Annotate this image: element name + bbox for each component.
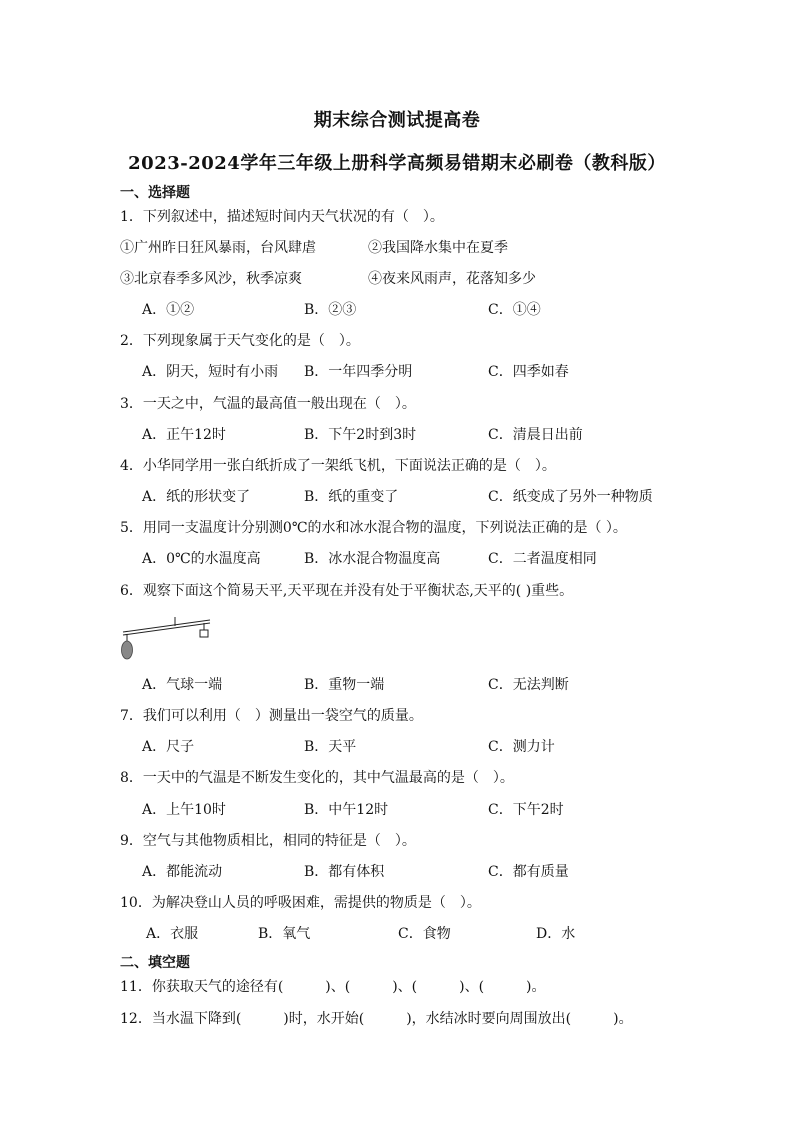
question-1-option-b[interactable]: B．②③	[304, 302, 357, 318]
question-2-option-c[interactable]: C．四季如春	[488, 364, 569, 380]
question-5-option-b[interactable]: B．冰水混合物温度高	[304, 551, 441, 567]
question-8-stem: 8．一天中的气温是不断发生变化的，其中气温最高的是（ ）。	[120, 770, 514, 786]
question-6-option-c[interactable]: C．无法判断	[488, 677, 569, 693]
question-3-option-b[interactable]: B．下午2时到3时	[304, 427, 417, 443]
question-1-option-a[interactable]: A．①②	[142, 302, 195, 318]
question-2-option-a[interactable]: A．阴天，短时有小雨	[142, 364, 279, 380]
question-10-option-a[interactable]: A．衣服	[146, 926, 199, 942]
page-title: 期末综合测试提高卷	[313, 110, 481, 131]
question-12-stem[interactable]: 12．当水温下降到( )时，水开始( )，水结冰时要向周围放出( )。	[120, 1011, 633, 1027]
question-3-stem: 3．一天之中，气温的最高值一般出现在（ ）。	[120, 396, 416, 412]
question-6-stem: 6．观察下面这个简易天平,天平现在并没有处于平衡状态,天平的( )重些。	[120, 583, 574, 599]
question-8-option-a[interactable]: A．上午10时	[142, 802, 226, 818]
question-7-option-c[interactable]: C．测力计	[488, 739, 555, 755]
question-2-stem: 2．下列现象属于天气变化的是（ ）。	[120, 333, 360, 349]
question-9-stem: 9．空气与其他物质相比，相同的特征是（ ）。	[120, 833, 416, 849]
question-11-stem[interactable]: 11．你获取天气的途径有( )、( )、( )、( )。	[120, 979, 546, 995]
question-10-stem: 10．为解决登山人员的呼吸困难，需提供的物质是（ ）。	[120, 895, 481, 911]
page-subtitle: 2023-2024学年三年级上册科学高频易错期末必刷卷（教科版）	[128, 153, 666, 174]
question-9-option-c[interactable]: C．都有质量	[488, 864, 569, 880]
question-10-option-d[interactable]: D．水	[536, 926, 576, 942]
question-9-option-b[interactable]: B．都有体积	[304, 864, 385, 880]
question-1-item-2: ②我国降水集中在夏季	[368, 240, 508, 256]
question-5-option-c[interactable]: C．二者温度相同	[488, 551, 597, 567]
question-7-option-a[interactable]: A．尺子	[142, 739, 195, 755]
question-7-option-b[interactable]: B．天平	[304, 739, 357, 755]
question-5-stem: 5．用同一支温度计分别测0℃的水和冰水混合物的温度，下列说法正确的是（ ）。	[120, 520, 627, 536]
question-1-item-3: ③北京春季多风沙，秋季凉爽	[120, 271, 302, 287]
question-1-stem: 1．下列叙述中，描述短时间内天气状况的有（ ）。	[120, 209, 444, 225]
balance-beam-top	[123, 620, 210, 632]
simple-balance-figure	[118, 612, 218, 664]
weight-box-icon	[200, 630, 208, 637]
question-4-option-b[interactable]: B．纸的重变了	[304, 489, 399, 505]
question-1-item-4: ④夜来风雨声，花落知多少	[368, 271, 536, 287]
question-6-option-a[interactable]: A．气球一端	[142, 677, 223, 693]
question-9-option-a[interactable]: A．都能流动	[142, 864, 223, 880]
section-choice: 一、选择题	[120, 185, 190, 201]
section-fill: 二、填空题	[120, 955, 190, 971]
question-10-option-c[interactable]: C．食物	[398, 926, 451, 942]
question-6-option-b[interactable]: B．重物一端	[304, 677, 385, 693]
question-3-option-a[interactable]: A．正午12时	[142, 427, 226, 443]
question-8-option-c[interactable]: C．下午2时	[488, 802, 564, 818]
balloon-icon	[122, 641, 133, 659]
question-1-option-c[interactable]: C．①④	[488, 302, 541, 318]
question-1-item-1: ①广州昨日狂风暴雨，台风肆虐	[120, 240, 316, 256]
question-7-stem: 7．我们可以利用（ ）测量出一袋空气的质量。	[120, 708, 423, 724]
question-10-option-b[interactable]: B．氧气	[258, 926, 311, 942]
question-3-option-c[interactable]: C．清晨日出前	[488, 427, 583, 443]
question-4-stem: 4．小华同学用一张白纸折成了一架纸飞机，下面说法正确的是（ ）。	[120, 458, 556, 474]
question-4-option-c[interactable]: C．纸变成了另外一种物质	[488, 489, 653, 505]
question-4-option-a[interactable]: A．纸的形状变了	[142, 489, 251, 505]
question-8-option-b[interactable]: B．中午12时	[304, 802, 389, 818]
question-2-option-b[interactable]: B．一年四季分明	[304, 364, 413, 380]
question-5-option-a[interactable]: A．0℃的水温度高	[142, 551, 261, 567]
balance-beam-bottom	[123, 623, 210, 635]
